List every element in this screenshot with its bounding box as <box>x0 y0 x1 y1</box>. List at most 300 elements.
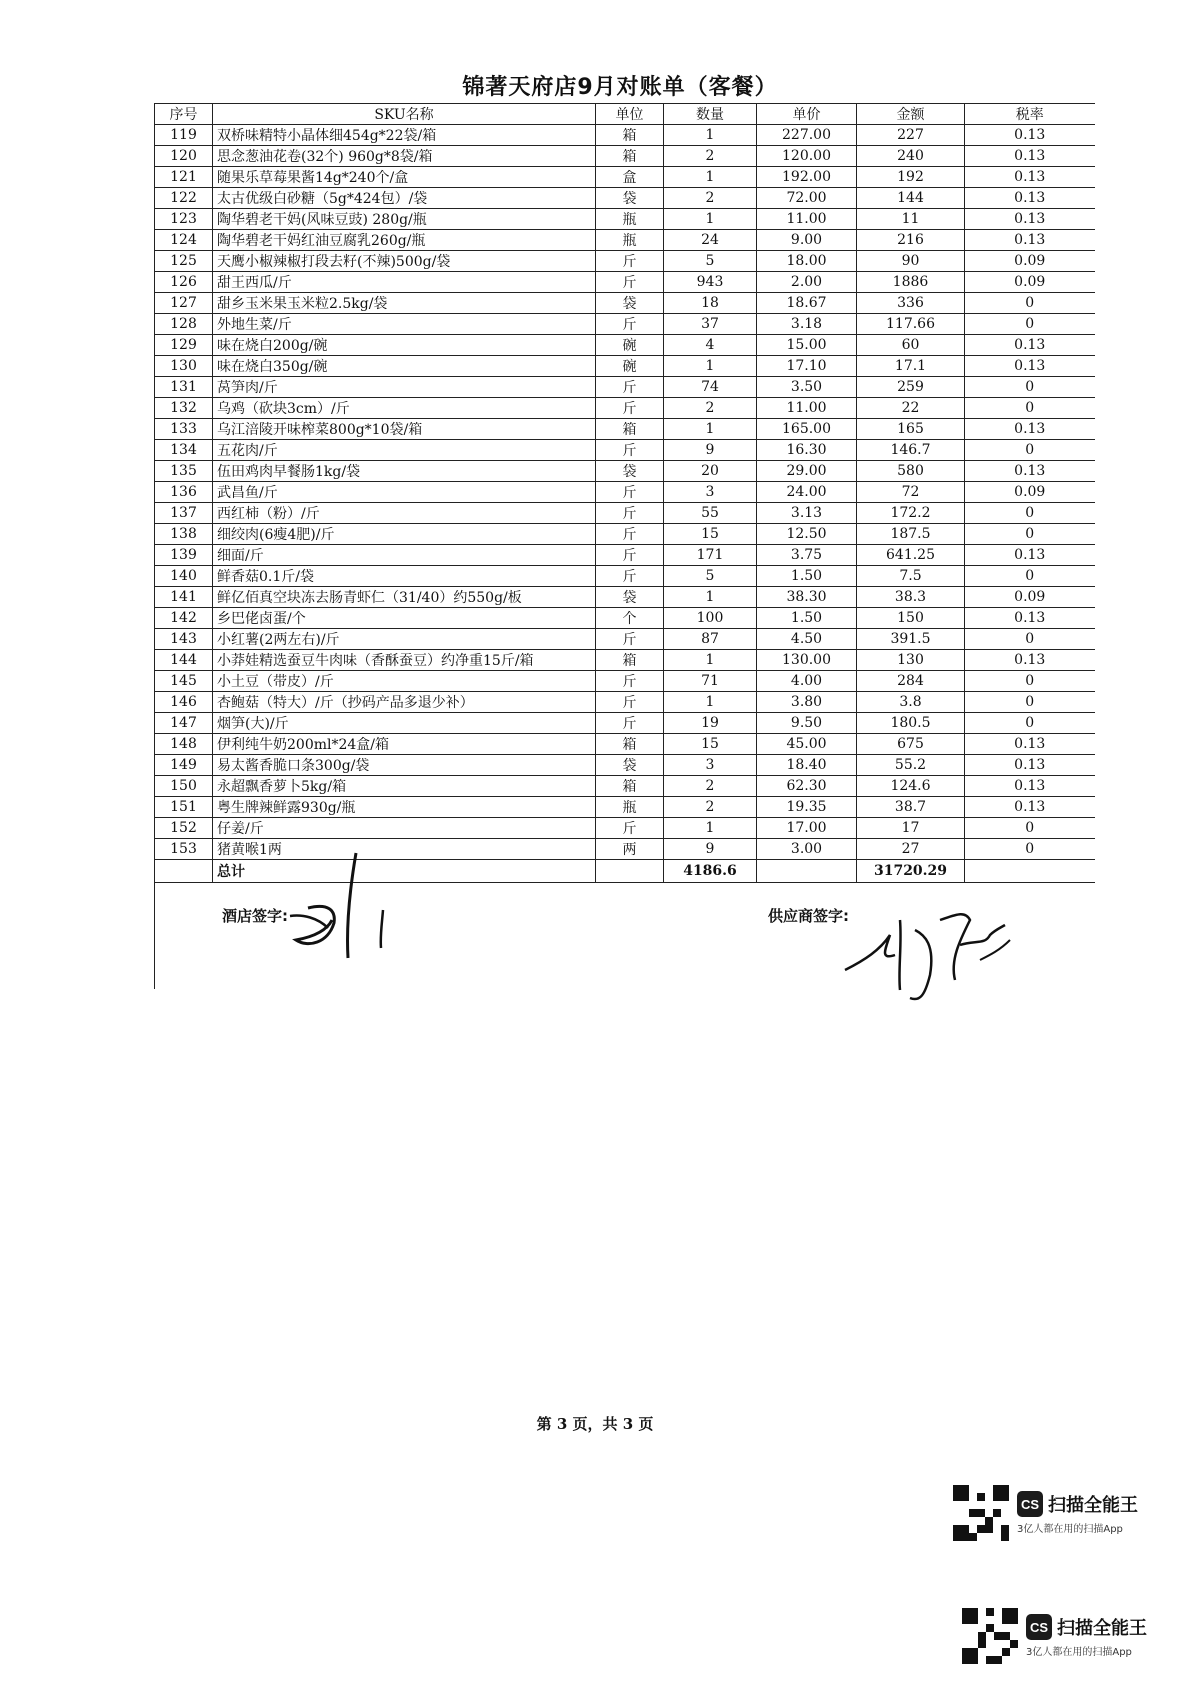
quantity-cell: 9 <box>664 440 757 461</box>
unit-price-cell: 3.80 <box>757 692 857 713</box>
table-row <box>155 776 1095 797</box>
row-index-cell: 127 <box>155 293 213 314</box>
total-amount: 31720.29 <box>857 860 965 883</box>
unit-price-cell: 18.67 <box>757 293 857 314</box>
table-row <box>155 440 1095 461</box>
quantity-cell: 1 <box>664 692 757 713</box>
tax-rate-cell: 0.13 <box>965 167 1095 188</box>
row-index-cell: 145 <box>155 671 213 692</box>
hotel-signature <box>288 848 408 968</box>
amount-cell: 284 <box>857 671 965 692</box>
unit-cell: 斤 <box>596 251 664 272</box>
row-index-cell: 130 <box>155 356 213 377</box>
quantity-cell: 2 <box>664 398 757 419</box>
amount-cell: 192 <box>857 167 965 188</box>
amount-cell: 22 <box>857 398 965 419</box>
camscanner-logo-icon: CS <box>1026 1614 1052 1640</box>
amount-cell: 90 <box>857 251 965 272</box>
table-row <box>155 209 1095 230</box>
unit-price-cell: 120.00 <box>757 146 857 167</box>
unit-price-cell: 17.00 <box>757 818 857 839</box>
unit-price-cell: 11.00 <box>757 398 857 419</box>
sku-name-cell: 五花肉/斤 <box>213 440 596 461</box>
quantity-cell: 87 <box>664 629 757 650</box>
quantity-cell: 100 <box>664 608 757 629</box>
tax-rate-cell: 0 <box>965 503 1095 524</box>
unit-price-cell: 18.40 <box>757 755 857 776</box>
sku-name-cell: 仔姜/斤 <box>213 818 596 839</box>
row-index-cell: 139 <box>155 545 213 566</box>
sku-name-cell: 陶华碧老干妈(风味豆豉) 280g/瓶 <box>213 209 596 230</box>
sku-name-cell: 猪黄喉1两 <box>213 839 596 860</box>
qr-code-icon <box>953 1485 1009 1541</box>
unit-cell: 袋 <box>596 587 664 608</box>
unit-cell: 箱 <box>596 650 664 671</box>
quantity-cell: 2 <box>664 776 757 797</box>
amount-cell: 227 <box>857 125 965 146</box>
table-row <box>155 650 1095 671</box>
table-row <box>155 818 1095 839</box>
quantity-cell: 943 <box>664 272 757 293</box>
unit-price-cell: 17.10 <box>757 356 857 377</box>
quantity-cell: 19 <box>664 713 757 734</box>
unit-cell: 两 <box>596 839 664 860</box>
amount-cell: 1886 <box>857 272 965 293</box>
amount-cell: 187.5 <box>857 524 965 545</box>
sku-name-cell: 粤生牌辣鲜露930g/瓶 <box>213 797 596 818</box>
table-body <box>155 125 1095 860</box>
unit-price-cell: 9.00 <box>757 230 857 251</box>
tax-rate-cell: 0.09 <box>965 587 1095 608</box>
row-index-cell: 122 <box>155 188 213 209</box>
table-row <box>155 482 1095 503</box>
tax-rate-cell: 0 <box>965 293 1095 314</box>
table-row <box>155 356 1095 377</box>
row-index-cell: 131 <box>155 377 213 398</box>
quantity-cell: 4 <box>664 335 757 356</box>
sku-name-cell: 武昌鱼/斤 <box>213 482 596 503</box>
row-index-cell: 138 <box>155 524 213 545</box>
unit-cell: 个 <box>596 608 664 629</box>
sku-name-cell: 西红柿（粉）/斤 <box>213 503 596 524</box>
column-header: 单位 <box>596 104 664 125</box>
sku-name-cell: 乌江涪陵开味榨菜800g*10袋/箱 <box>213 419 596 440</box>
sku-name-cell: 随果乐草莓果酱14g*240个/盒 <box>213 167 596 188</box>
amount-cell: 27 <box>857 839 965 860</box>
row-index-cell: 143 <box>155 629 213 650</box>
amount-cell: 124.6 <box>857 776 965 797</box>
document-title: 锦著天府店9月对账单（客餐） <box>462 75 778 100</box>
sku-name-cell: 乡巴佬卤蛋/个 <box>213 608 596 629</box>
sku-name-cell: 乌鸡（砍块3cm）/斤 <box>213 398 596 419</box>
tax-rate-cell: 0.13 <box>965 419 1095 440</box>
table-row <box>155 566 1095 587</box>
table-row <box>155 251 1095 272</box>
unit-cell: 斤 <box>596 566 664 587</box>
quantity-cell: 1 <box>664 587 757 608</box>
quantity-cell: 1 <box>664 419 757 440</box>
unit-price-cell: 4.50 <box>757 629 857 650</box>
tax-rate-cell: 0 <box>965 398 1095 419</box>
table-row <box>155 377 1095 398</box>
row-index-cell: 121 <box>155 167 213 188</box>
amount-cell: 336 <box>857 293 965 314</box>
table-row <box>155 167 1095 188</box>
quantity-cell: 15 <box>664 524 757 545</box>
amount-cell: 165 <box>857 419 965 440</box>
camscanner-watermark <box>953 1485 1138 1541</box>
sku-name-cell: 甜乡玉米果玉米粒2.5kg/袋 <box>213 293 596 314</box>
row-index-cell: 153 <box>155 839 213 860</box>
tax-rate-cell: 0.13 <box>965 146 1095 167</box>
quantity-cell: 18 <box>664 293 757 314</box>
column-header: 税率 <box>965 104 1095 125</box>
amount-cell: 17 <box>857 818 965 839</box>
row-index-cell: 137 <box>155 503 213 524</box>
amount-cell: 580 <box>857 461 965 482</box>
row-index-cell: 120 <box>155 146 213 167</box>
unit-cell: 斤 <box>596 482 664 503</box>
quantity-cell: 2 <box>664 797 757 818</box>
table-row <box>155 230 1095 251</box>
unit-price-cell: 165.00 <box>757 419 857 440</box>
unit-cell: 箱 <box>596 419 664 440</box>
amount-cell: 172.2 <box>857 503 965 524</box>
row-index-cell: 147 <box>155 713 213 734</box>
unit-cell: 碗 <box>596 356 664 377</box>
supplier-signature <box>840 890 1040 1010</box>
column-header: 序号 <box>155 104 213 125</box>
unit-price-cell: 1.50 <box>757 566 857 587</box>
row-index-cell: 144 <box>155 650 213 671</box>
quantity-cell: 37 <box>664 314 757 335</box>
hotel-sign-label: 酒店签字: <box>222 907 288 925</box>
unit-cell: 斤 <box>596 692 664 713</box>
amount-cell: 391.5 <box>857 629 965 650</box>
unit-price-cell: 4.00 <box>757 671 857 692</box>
unit-cell: 斤 <box>596 440 664 461</box>
unit-price-cell: 72.00 <box>757 188 857 209</box>
watermark-brand: 扫描全能王 <box>1048 1495 1138 1516</box>
unit-cell: 斤 <box>596 314 664 335</box>
qr-code-icon <box>962 1608 1018 1664</box>
tax-rate-cell: 0 <box>965 629 1095 650</box>
tax-rate-cell: 0.09 <box>965 272 1095 293</box>
sku-name-cell: 小莽娃精选蚕豆牛肉味（香酥蚕豆）约净重15斤/箱 <box>213 650 596 671</box>
quantity-cell: 9 <box>664 839 757 860</box>
table-row <box>155 587 1095 608</box>
amount-cell: 216 <box>857 230 965 251</box>
tax-rate-cell: 0.13 <box>965 356 1095 377</box>
unit-cell: 盒 <box>596 167 664 188</box>
amount-cell: 144 <box>857 188 965 209</box>
table-row <box>155 734 1095 755</box>
quantity-cell: 1 <box>664 356 757 377</box>
unit-cell: 斤 <box>596 524 664 545</box>
tax-rate-cell: 0 <box>965 440 1095 461</box>
table-row <box>155 629 1095 650</box>
row-index-cell: 135 <box>155 461 213 482</box>
row-index-cell: 128 <box>155 314 213 335</box>
unit-cell: 斤 <box>596 629 664 650</box>
unit-cell: 斤 <box>596 377 664 398</box>
unit-price-cell: 130.00 <box>757 650 857 671</box>
quantity-cell: 74 <box>664 377 757 398</box>
quantity-cell: 15 <box>664 734 757 755</box>
tax-rate-cell: 0 <box>965 377 1095 398</box>
table-row <box>155 713 1095 734</box>
amount-cell: 240 <box>857 146 965 167</box>
unit-cell: 瓶 <box>596 797 664 818</box>
row-index-cell: 151 <box>155 797 213 818</box>
unit-cell: 箱 <box>596 146 664 167</box>
quantity-cell: 1 <box>664 125 757 146</box>
tax-rate-cell: 0 <box>965 839 1095 860</box>
row-index-cell: 119 <box>155 125 213 146</box>
sku-name-cell: 味在烧白350g/碗 <box>213 356 596 377</box>
column-header: 数量 <box>664 104 757 125</box>
tax-rate-cell: 0.13 <box>965 734 1095 755</box>
total-cell-empty <box>596 860 664 883</box>
unit-price-cell: 3.18 <box>757 314 857 335</box>
amount-cell: 180.5 <box>857 713 965 734</box>
quantity-cell: 24 <box>664 230 757 251</box>
sku-name-cell: 小土豆（带皮）/斤 <box>213 671 596 692</box>
row-index-cell: 124 <box>155 230 213 251</box>
table-row <box>155 293 1095 314</box>
sku-name-cell: 细绞肉(6瘦4肥)/斤 <box>213 524 596 545</box>
tax-rate-cell: 0 <box>965 524 1095 545</box>
unit-cell: 斤 <box>596 272 664 293</box>
unit-price-cell: 2.00 <box>757 272 857 293</box>
unit-price-cell: 18.00 <box>757 251 857 272</box>
unit-price-cell: 12.50 <box>757 524 857 545</box>
reconciliation-table <box>154 103 1095 883</box>
amount-cell: 259 <box>857 377 965 398</box>
quantity-cell: 2 <box>664 146 757 167</box>
tax-rate-cell: 0.13 <box>965 125 1095 146</box>
tax-rate-cell: 0.13 <box>965 545 1095 566</box>
unit-cell: 斤 <box>596 545 664 566</box>
unit-price-cell: 45.00 <box>757 734 857 755</box>
unit-price-cell: 15.00 <box>757 335 857 356</box>
unit-cell: 斤 <box>596 818 664 839</box>
row-index-cell: 146 <box>155 692 213 713</box>
row-index-cell: 126 <box>155 272 213 293</box>
sku-name-cell: 甜王西瓜/斤 <box>213 272 596 293</box>
quantity-cell: 55 <box>664 503 757 524</box>
sku-name-cell: 伊利纯牛奶200ml*24盒/箱 <box>213 734 596 755</box>
tax-rate-cell: 0 <box>965 314 1095 335</box>
tax-rate-cell: 0.13 <box>965 335 1095 356</box>
sku-name-cell: 永超飘香萝卜5kg/箱 <box>213 776 596 797</box>
unit-price-cell: 9.50 <box>757 713 857 734</box>
sku-name-cell: 伍田鸡肉早餐肠1kg/袋 <box>213 461 596 482</box>
sku-name-cell: 陶华碧老干妈红油豆腐乳260g/瓶 <box>213 230 596 251</box>
amount-cell: 7.5 <box>857 566 965 587</box>
column-header: 单价 <box>757 104 857 125</box>
camscanner-logo-icon: CS <box>1017 1491 1043 1517</box>
quantity-cell: 5 <box>664 566 757 587</box>
watermark-tagline: 3亿人都在用的扫描App <box>1017 1524 1123 1535</box>
supplier-sign-label: 供应商签字: <box>768 907 849 925</box>
unit-price-cell: 38.30 <box>757 587 857 608</box>
table-row <box>155 755 1095 776</box>
amount-cell: 55.2 <box>857 755 965 776</box>
total-cell-empty <box>155 860 213 883</box>
table-row <box>155 545 1095 566</box>
quantity-cell: 1 <box>664 650 757 671</box>
sku-name-cell: 杏鲍菇（特大）/斤（抄码产品多退少补） <box>213 692 596 713</box>
unit-price-cell: 192.00 <box>757 167 857 188</box>
table-row <box>155 524 1095 545</box>
unit-price-cell: 3.00 <box>757 839 857 860</box>
quantity-cell: 3 <box>664 755 757 776</box>
sku-name-cell: 鲜香菇0.1斤/袋 <box>213 566 596 587</box>
sku-name-cell: 易太酱香脆口条300g/袋 <box>213 755 596 776</box>
unit-price-cell: 3.75 <box>757 545 857 566</box>
table-row <box>155 146 1095 167</box>
row-index-cell: 150 <box>155 776 213 797</box>
unit-cell: 袋 <box>596 188 664 209</box>
unit-cell: 斤 <box>596 671 664 692</box>
table-row <box>155 335 1095 356</box>
row-index-cell: 125 <box>155 251 213 272</box>
quantity-cell: 2 <box>664 188 757 209</box>
quantity-cell: 1 <box>664 167 757 188</box>
tax-rate-cell: 0.13 <box>965 209 1095 230</box>
unit-price-cell: 3.50 <box>757 377 857 398</box>
table-row <box>155 461 1095 482</box>
table-row <box>155 125 1095 146</box>
quantity-cell: 3 <box>664 482 757 503</box>
camscanner-watermark <box>962 1608 1147 1664</box>
unit-cell: 斤 <box>596 398 664 419</box>
quantity-cell: 5 <box>664 251 757 272</box>
tax-rate-cell: 0.13 <box>965 188 1095 209</box>
row-index-cell: 134 <box>155 440 213 461</box>
row-index-cell: 148 <box>155 734 213 755</box>
tax-rate-cell: 0.13 <box>965 755 1095 776</box>
row-index-cell: 132 <box>155 398 213 419</box>
row-index-cell: 133 <box>155 419 213 440</box>
unit-cell: 箱 <box>596 125 664 146</box>
table-row <box>155 797 1095 818</box>
unit-cell: 斤 <box>596 713 664 734</box>
unit-price-cell: 62.30 <box>757 776 857 797</box>
row-index-cell: 136 <box>155 482 213 503</box>
unit-cell: 碗 <box>596 335 664 356</box>
unit-cell: 袋 <box>596 461 664 482</box>
row-index-cell: 123 <box>155 209 213 230</box>
tax-rate-cell: 0.13 <box>965 230 1095 251</box>
unit-price-cell: 1.50 <box>757 608 857 629</box>
table-row <box>155 314 1095 335</box>
table-row <box>155 608 1095 629</box>
watermark-tagline: 3亿人都在用的扫描App <box>1026 1647 1132 1658</box>
page-number: 第 3 页，共 3 页 <box>536 1415 654 1433</box>
unit-price-cell: 11.00 <box>757 209 857 230</box>
sku-name-cell: 鲜亿佰真空块冻去肠青虾仁（31/40）约550g/板 <box>213 587 596 608</box>
amount-cell: 3.8 <box>857 692 965 713</box>
unit-cell: 箱 <box>596 776 664 797</box>
row-index-cell: 129 <box>155 335 213 356</box>
quantity-cell: 20 <box>664 461 757 482</box>
table-row <box>155 398 1095 419</box>
watermark-brand: 扫描全能王 <box>1057 1618 1147 1639</box>
sku-name-cell: 莴笋肉/斤 <box>213 377 596 398</box>
sku-name-cell: 太古优级白砂糖（5g*424包）/袋 <box>213 188 596 209</box>
unit-price-cell: 3.13 <box>757 503 857 524</box>
table-row <box>155 503 1095 524</box>
sku-name-cell: 小红薯(2两左右)/斤 <box>213 629 596 650</box>
amount-cell: 17.1 <box>857 356 965 377</box>
sku-name-cell: 天鹰小椒辣椒打段去籽(不辣)500g/袋 <box>213 251 596 272</box>
total-cell-empty <box>757 860 857 883</box>
total-quantity: 4186.6 <box>664 860 757 883</box>
tax-rate-cell: 0 <box>965 692 1095 713</box>
unit-price-cell: 227.00 <box>757 125 857 146</box>
unit-price-cell: 19.35 <box>757 797 857 818</box>
sku-name-cell: 思念葱油花卷(32个) 960g*8袋/箱 <box>213 146 596 167</box>
quantity-cell: 1 <box>664 818 757 839</box>
unit-price-cell: 24.00 <box>757 482 857 503</box>
column-header: SKU名称 <box>213 104 596 125</box>
amount-cell: 72 <box>857 482 965 503</box>
tax-rate-cell: 0 <box>965 566 1095 587</box>
quantity-cell: 1 <box>664 209 757 230</box>
table-row <box>155 272 1095 293</box>
total-label: 总计 <box>213 860 596 883</box>
tax-rate-cell: 0.13 <box>965 461 1095 482</box>
tax-rate-cell: 0.13 <box>965 776 1095 797</box>
unit-cell: 箱 <box>596 734 664 755</box>
tax-rate-cell: 0.09 <box>965 251 1095 272</box>
tax-rate-cell: 0.09 <box>965 482 1095 503</box>
sku-name-cell: 味在烧白200g/碗 <box>213 335 596 356</box>
tax-rate-cell: 0.13 <box>965 608 1095 629</box>
unit-cell: 袋 <box>596 755 664 776</box>
table-row <box>155 419 1095 440</box>
table-header-row <box>155 104 1095 125</box>
table-row <box>155 671 1095 692</box>
unit-price-cell: 29.00 <box>757 461 857 482</box>
sku-name-cell: 外地生菜/斤 <box>213 314 596 335</box>
row-index-cell: 149 <box>155 755 213 776</box>
row-index-cell: 140 <box>155 566 213 587</box>
tax-rate-cell: 0 <box>965 713 1095 734</box>
tax-rate-cell: 0.13 <box>965 797 1095 818</box>
amount-cell: 130 <box>857 650 965 671</box>
amount-cell: 60 <box>857 335 965 356</box>
sku-name-cell: 细面/斤 <box>213 545 596 566</box>
amount-cell: 150 <box>857 608 965 629</box>
tax-rate-cell: 0 <box>965 671 1095 692</box>
unit-cell: 斤 <box>596 503 664 524</box>
table-row <box>155 188 1095 209</box>
amount-cell: 675 <box>857 734 965 755</box>
row-index-cell: 141 <box>155 587 213 608</box>
quantity-cell: 171 <box>664 545 757 566</box>
table-row <box>155 692 1095 713</box>
unit-cell: 袋 <box>596 293 664 314</box>
row-index-cell: 152 <box>155 818 213 839</box>
column-header: 金额 <box>857 104 965 125</box>
sku-name-cell: 烟笋(大)/斤 <box>213 713 596 734</box>
unit-price-cell: 16.30 <box>757 440 857 461</box>
tax-rate-cell: 0 <box>965 818 1095 839</box>
amount-cell: 146.7 <box>857 440 965 461</box>
